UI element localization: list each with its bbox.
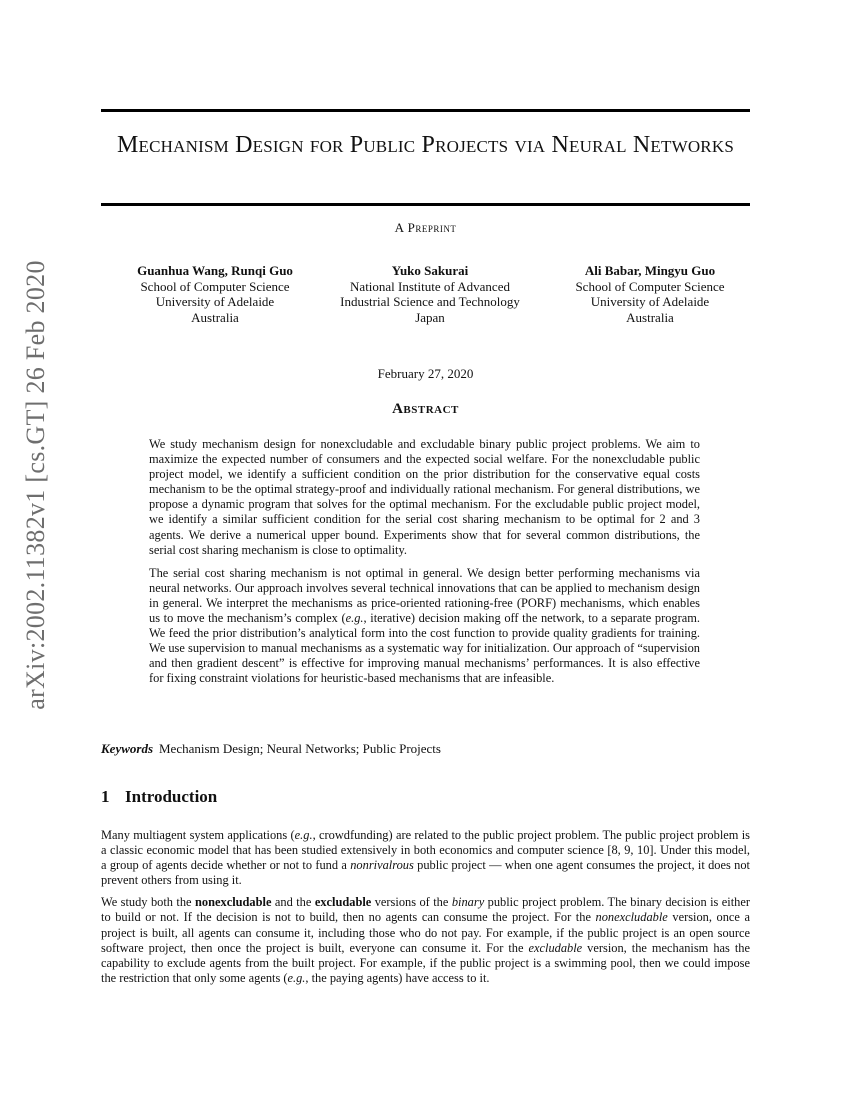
author-country: Australia — [626, 309, 674, 325]
author-name: Guanhua Wang, Runqi Guo — [137, 263, 293, 278]
publication-date: February 27, 2020 — [377, 366, 474, 381]
author-group-2 — [325, 263, 535, 325]
author-country: Australia — [191, 309, 239, 325]
abstract-heading: Abstract — [392, 401, 459, 417]
keywords-text: Mechanism Design; Neural Networks; Public Projects — [159, 741, 441, 756]
author-group-1 — [115, 263, 315, 325]
intro-paragraph-1: Many multiagent system applications (e.g., crowdfunding) are related to the public project problem. The public project problem is a classic economic model that has been studied extensively in both economics and computer science [8, 9, 10]. Under this model, a group of agents decide whether or not to fund a nonrivalrous public project — when one agent consumes the project, it does not prevent others from using it. — [101, 828, 750, 888]
paper-title: Mechanism Design for Public Projects via Neural Networks — [117, 132, 734, 158]
abstract-body — [149, 437, 700, 695]
section-number: 1 — [101, 787, 110, 806]
author-organization: University of Adelaide — [155, 294, 275, 309]
introduction-body — [101, 828, 750, 993]
title-bottom-rule — [101, 203, 750, 206]
section-title: Introduction — [125, 787, 218, 806]
author-department: National Institute of Advanced — [350, 278, 510, 294]
author-name: Yuko Sakurai — [391, 263, 469, 278]
title-top-rule — [101, 109, 750, 112]
section-heading-introduction — [101, 787, 217, 807]
author-organization: Industrial Science and Technology — [340, 294, 520, 309]
author-country: Japan — [415, 309, 445, 325]
author-department: School of Computer Science — [575, 278, 725, 294]
abstract-paragraph-1: We study mechanism design for nonexcludable and excludable binary public project problems. We aim to maximize the expected number of consumers and the expected social welfare. For the nonexcludable public project model, we identify a sufficient condition on the prior distribution for the conservative equal costs mechanism to be the optimal strategy-proof and individually rational mechanism. For general distributions, we propose a dynamic program that solves for the optimal mechanism. For the excludable public project model, we identify a similar sufficient condition for the serial cost sharing mechanism to be optimal for 2 and 3 agents. We derive a numerical upper bound. Experiments show that for several common distributions, the serial cost sharing mechanism is close to optimality. — [149, 437, 700, 557]
author-block — [101, 263, 750, 333]
author-organization: University of Adelaide — [590, 294, 710, 309]
author-name: Ali Babar, Mingyu Guo — [584, 263, 716, 278]
author-group-3 — [550, 263, 750, 325]
keywords-label: Keywords — [101, 741, 153, 756]
author-department: School of Computer Science — [140, 278, 290, 294]
arxiv-identifier: arXiv:2002.11382v1 [cs.GT] 26 Feb 2020 — [21, 260, 50, 710]
keywords-line — [101, 741, 750, 757]
abstract-paragraph-2: The serial cost sharing mechanism is not optimal in general. We design better performing mechanisms via neural networks. Our approach involves several technical innovations that can be applied to mechanism design in general. We interpret the mechanisms as price-oriented rationing-free (PORF) mechanisms, which enables us to move the mechanism’s complex (e.g., iterative) decision making off the network, to a separate program. We feed the prior distribution’s analytical form into the cost function to provide quality gradients for training. We use supervision to manual mechanisms as a systematic way for initialization. Our approach of “supervision and then gradient descent” is effective for improving manual mechanisms’ performances. It is also effective for fixing constraint violations for heuristic-based mechanisms that are infeasible. — [149, 565, 700, 686]
intro-paragraph-2: We study both the nonexcludable and the excludable versions of the binary public project problem. The binary decision is either to build or not. If the decision is not to build, then no agents can consume the project. For the nonexcludable version, once a project is built, all agents can consume it, including those who do not pay. For example, if the public project is an open source software project, then once the project is built, everyone can consume it. For the excludable version, the mechanism has the capability to exclude agents from the built project. For example, if the public project is a swimming pool, then we could impose the restriction that only some agents (e.g., the paying agents) have access to it. — [101, 895, 751, 985]
preprint-label: A Preprint — [394, 220, 457, 235]
